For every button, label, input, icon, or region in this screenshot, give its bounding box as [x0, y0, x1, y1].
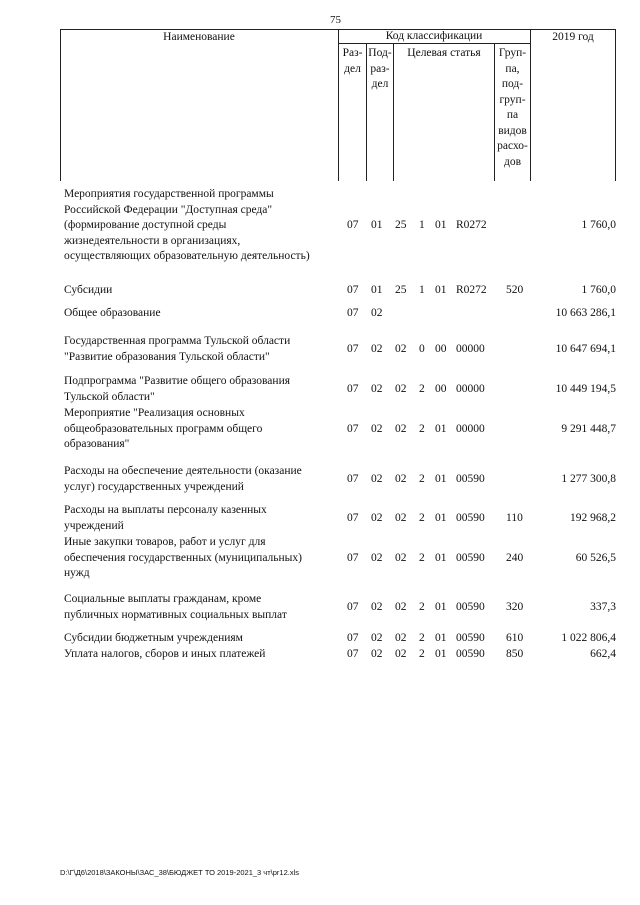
- row-code-r: 07: [347, 473, 359, 485]
- row-code-t4: 00590: [456, 552, 485, 564]
- row-code-r: 07: [347, 423, 359, 435]
- table-row: [0, 334, 640, 365]
- row-code-pr: 02: [371, 648, 383, 660]
- header-podrazdel-text: Под- раз- дел: [368, 47, 392, 90]
- table-row: [0, 306, 640, 322]
- row-code-t1: 25: [395, 219, 407, 231]
- row-code-t1: 02: [395, 343, 407, 355]
- row-amount: 10 663 286,1: [555, 307, 616, 319]
- table-row: [0, 187, 640, 265]
- row-code-t4: 00590: [456, 601, 485, 613]
- row-code-t1: 02: [395, 648, 407, 660]
- row-code-t1: 02: [395, 512, 407, 524]
- row-amount: 1 760,0: [581, 219, 616, 231]
- header-name: Наименование: [163, 31, 235, 43]
- row-code-t3: 01: [435, 512, 447, 524]
- row-code-t3: 01: [435, 601, 447, 613]
- row-code-r: 07: [347, 343, 359, 355]
- row-code-pr: 02: [371, 307, 383, 319]
- row-code-t1: 02: [395, 423, 407, 435]
- row-code-t3: 01: [435, 219, 447, 231]
- row-amount: 337,3: [590, 601, 616, 613]
- row-code-r: 07: [347, 632, 359, 644]
- row-amount: 10 647 694,1: [555, 343, 616, 355]
- row-code-t1: 02: [395, 473, 407, 485]
- row-code-pr: 02: [371, 383, 383, 395]
- row-code-t2: 1: [419, 219, 425, 231]
- row-code-t4: 00590: [456, 512, 485, 524]
- row-code-vr: 610: [506, 632, 524, 644]
- row-code-t3: 01: [435, 648, 447, 660]
- table-row: [0, 592, 640, 623]
- row-code-t2: 2: [419, 601, 425, 613]
- row-code-t3: 01: [435, 423, 447, 435]
- row-amount: 9 291 448,7: [561, 423, 616, 435]
- table-header: [60, 29, 616, 181]
- row-code-t2: 2: [419, 632, 425, 644]
- row-code-t2: 2: [419, 552, 425, 564]
- row-code-pr: 02: [371, 343, 383, 355]
- row-code-pr: 02: [371, 552, 383, 564]
- table-row: [0, 283, 640, 299]
- row-code-r: 07: [347, 601, 359, 613]
- row-code-t4: 00000: [456, 423, 485, 435]
- row-amount: 1 760,0: [581, 284, 616, 296]
- row-code-pr: 02: [371, 423, 383, 435]
- row-code-t4: 00000: [456, 343, 485, 355]
- row-amount: 192 968,2: [570, 512, 616, 524]
- row-name: Расходы на обеспечение деятельности (оказание услуг) государственных учреждений: [64, 465, 302, 493]
- row-code-r: 07: [347, 383, 359, 395]
- row-code-t3: 00: [435, 343, 447, 355]
- row-name: Уплата налогов, сборов и иных платежей: [64, 648, 266, 660]
- row-code-vr: 850: [506, 648, 524, 660]
- row-code-pr: 01: [371, 284, 383, 296]
- row-name: Мероприятия государственной программы Российской Федерации "Доступная среда" (формирование доступной среды жизнедеятельности в организациях, осуществляющих образовательную деятельность): [64, 188, 310, 262]
- row-code-t3: 01: [435, 552, 447, 564]
- row-code-r: 07: [347, 648, 359, 660]
- header-code-classification: Код классификации: [385, 30, 483, 42]
- row-amount: 662,4: [590, 648, 616, 660]
- row-code-t1: 02: [395, 383, 407, 395]
- row-code-r: 07: [347, 219, 359, 231]
- header-razdel-text: Раз- дел: [342, 47, 363, 75]
- row-code-t2: 2: [419, 423, 425, 435]
- row-code-r: 07: [347, 307, 359, 319]
- row-name: Государственная программа Тульской области "Развитие образования Тульской области": [64, 335, 291, 363]
- row-name: Подпрограмма "Развитие общего образования Тульской области": [64, 375, 291, 403]
- row-code-t2: 2: [419, 383, 425, 395]
- row-code-pr: 01: [371, 219, 383, 231]
- row-code-vr: 110: [506, 512, 523, 524]
- row-code-t4: R0272: [456, 284, 487, 296]
- row-code-r: 07: [347, 284, 359, 296]
- row-name: Расходы на выплаты персоналу казенных учреждений: [64, 504, 267, 532]
- table-row: [0, 374, 640, 405]
- row-code-t3: 01: [435, 632, 447, 644]
- row-code-t4: 00000: [456, 383, 485, 395]
- row-code-t2: 2: [419, 648, 425, 660]
- row-code-r: 07: [347, 552, 359, 564]
- row-code-vr: 520: [506, 284, 524, 296]
- row-code-t2: 0: [419, 343, 425, 355]
- row-code-t1: 02: [395, 601, 407, 613]
- table-row: [0, 647, 640, 663]
- row-name: Мероприятие "Реализация основных общеобразовательных программ общего образования": [64, 407, 263, 450]
- table-row: [0, 464, 640, 495]
- row-amount: 10 449 194,5: [555, 383, 616, 395]
- row-code-t4: 00590: [456, 632, 485, 644]
- row-code-t1: 02: [395, 632, 407, 644]
- row-amount: 1 022 806,4: [561, 632, 616, 644]
- row-code-pr: 02: [371, 512, 383, 524]
- row-name: Социальные выплаты гражданам, кроме публичных нормативных социальных выплат: [64, 593, 287, 621]
- table-row: [0, 535, 640, 582]
- row-code-t1: 02: [395, 552, 407, 564]
- row-code-t4: 00590: [456, 473, 485, 485]
- row-amount: 1 277 300,8: [561, 473, 616, 485]
- row-code-t3: 00: [435, 383, 447, 395]
- row-code-t3: 01: [435, 284, 447, 296]
- row-name: Иные закупки товаров, работ и услуг для обеспечения государственных (муниципальных) нужд: [64, 536, 302, 579]
- row-code-t2: 2: [419, 512, 425, 524]
- row-code-t2: 1: [419, 284, 425, 296]
- row-code-t2: 2: [419, 473, 425, 485]
- header-target: Целевая статья: [407, 47, 481, 59]
- row-amount: 60 526,5: [575, 552, 616, 564]
- header-group-text: Груп- па, под- груп- па видов расхо- дов: [497, 47, 528, 168]
- header-year: 2019 год: [552, 31, 594, 43]
- row-code-t1: 25: [395, 284, 407, 296]
- table-row: [0, 631, 640, 647]
- page-number: 75: [330, 14, 341, 26]
- table-row: [0, 406, 640, 453]
- row-name: Субсидии: [64, 284, 113, 296]
- row-code-t3: 01: [435, 473, 447, 485]
- row-code-t4: 00590: [456, 648, 485, 660]
- row-code-pr: 02: [371, 632, 383, 644]
- row-code-vr: 240: [506, 552, 524, 564]
- row-code-pr: 02: [371, 601, 383, 613]
- row-code-r: 07: [347, 512, 359, 524]
- row-code-t4: R0272: [456, 219, 487, 231]
- row-name: Общее образование: [64, 307, 161, 319]
- row-code-vr: 320: [506, 601, 524, 613]
- table-row: [0, 503, 640, 534]
- row-name: Субсидии бюджетным учреждениям: [64, 632, 243, 644]
- file-path-footer: D:\Г\Д6\2018\ЗАКОНЫ\ЗАС_38\БЮДЖЕТ ТО 2019-2021_3 чт\pr12.xls: [60, 868, 299, 877]
- row-code-pr: 02: [371, 473, 383, 485]
